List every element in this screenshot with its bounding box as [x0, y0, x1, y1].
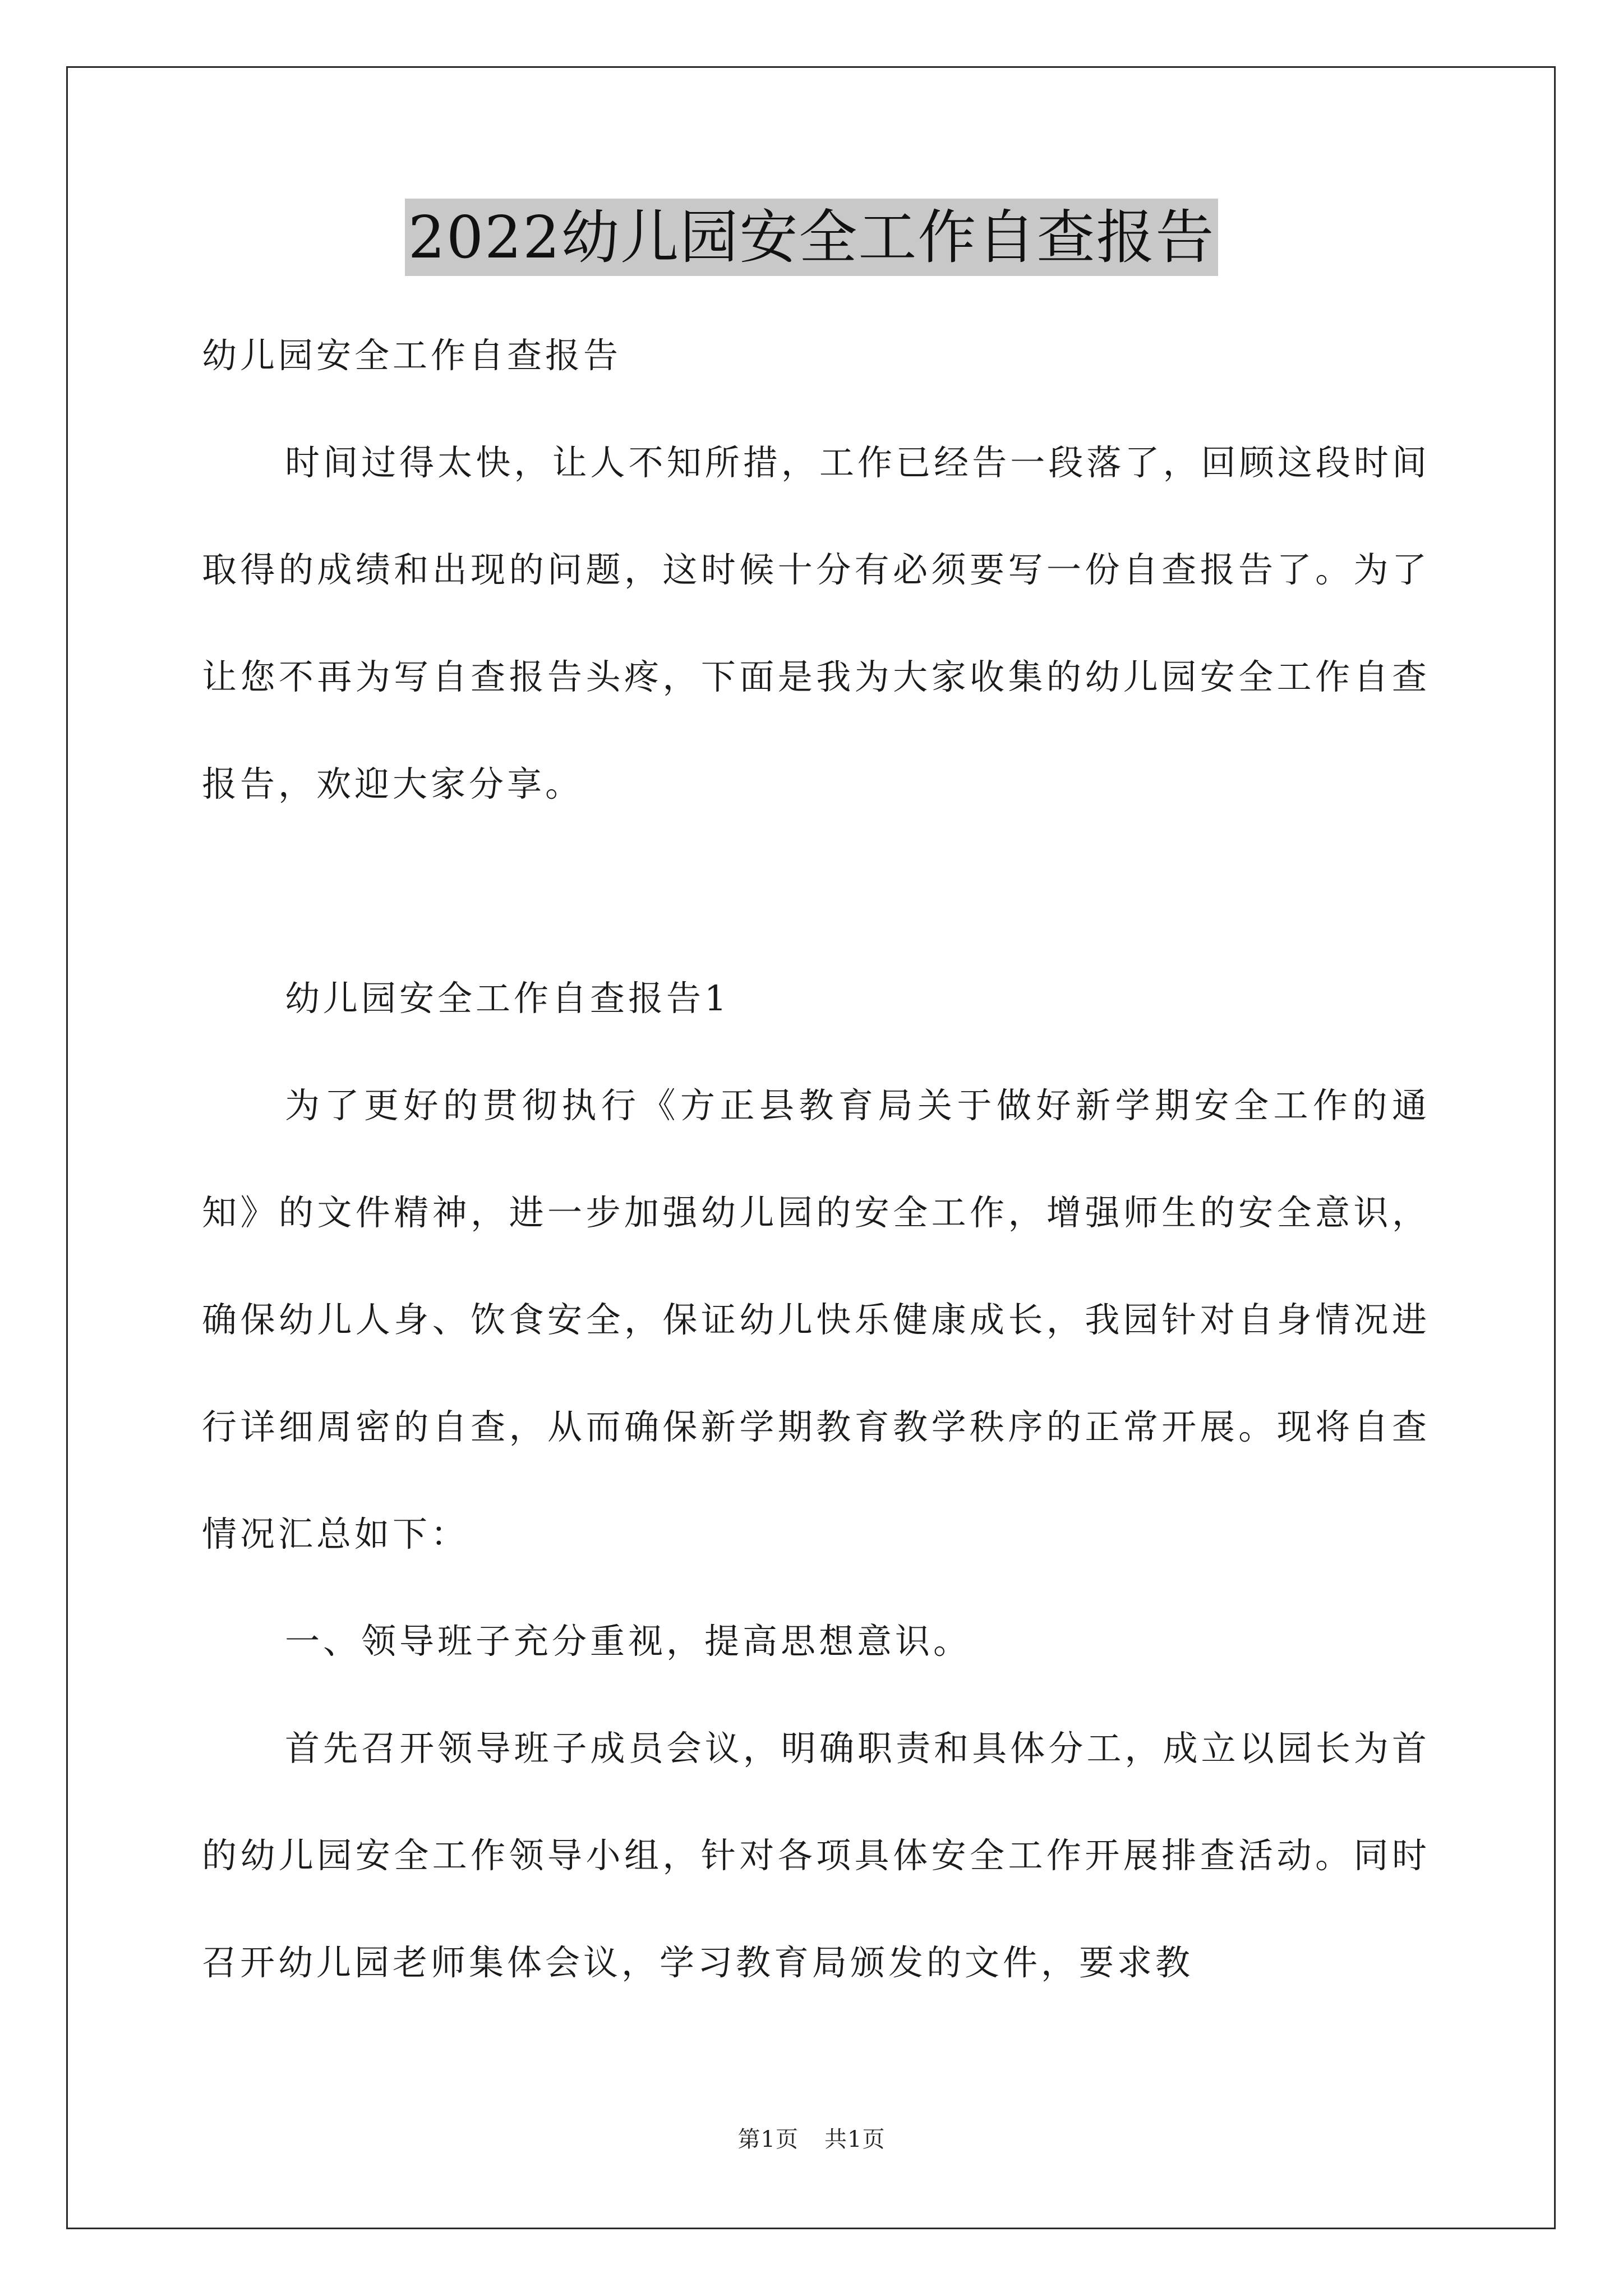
document-body [202, 302, 1430, 2016]
section-heading: 幼儿园安全工作自查报告1 [285, 978, 730, 1019]
title-container [0, 199, 1623, 276]
page-number: 第1页 [737, 2127, 799, 2152]
point-1-heading: 一、领导班子充分重视，提高思想意识。 [285, 1621, 972, 1662]
paragraph-2: 首先召开领导班子成员会议，明确职责和具体分工，成立以园长为首的幼儿园安全工作领导小组，针对各项具体安全工作开展排查活动。同时召开幼儿园老师集体会议，学习教育局颁发的文件，要求教 [202, 1728, 1430, 1983]
page-footer [0, 2122, 1623, 2154]
document-title: 2022幼儿园安全工作自查报告 [405, 199, 1219, 276]
blank-line [202, 838, 1430, 945]
intro-paragraph: 时间过得太快，让人不知所措，工作已经告一段落了，回顾这段时间取得的成绩和出现的问题，这时候十分有必须要写一份自查报告了。为了让您不再为写自查报告头疼，下面是我为大家收集的幼儿园安全工作自查报告，欢迎大家分享。 [202, 442, 1430, 804]
subtitle: 幼儿园安全工作自查报告 [202, 335, 622, 376]
paragraph-1: 为了更好的贯彻执行《方正县教育局关于做好新学期安全工作的通知》的文件精神，进一步加强幼儿园的安全工作，增强师生的安全意识，确保幼儿人身、饮食安全，保证幼儿快乐健康成长，我园针对自身情况进行详细周密的自查，从而确保新学期教育教学秩序的正常开展。现将自查情况汇总如下： [202, 1085, 1430, 1554]
page-total: 共1页 [824, 2127, 886, 2152]
